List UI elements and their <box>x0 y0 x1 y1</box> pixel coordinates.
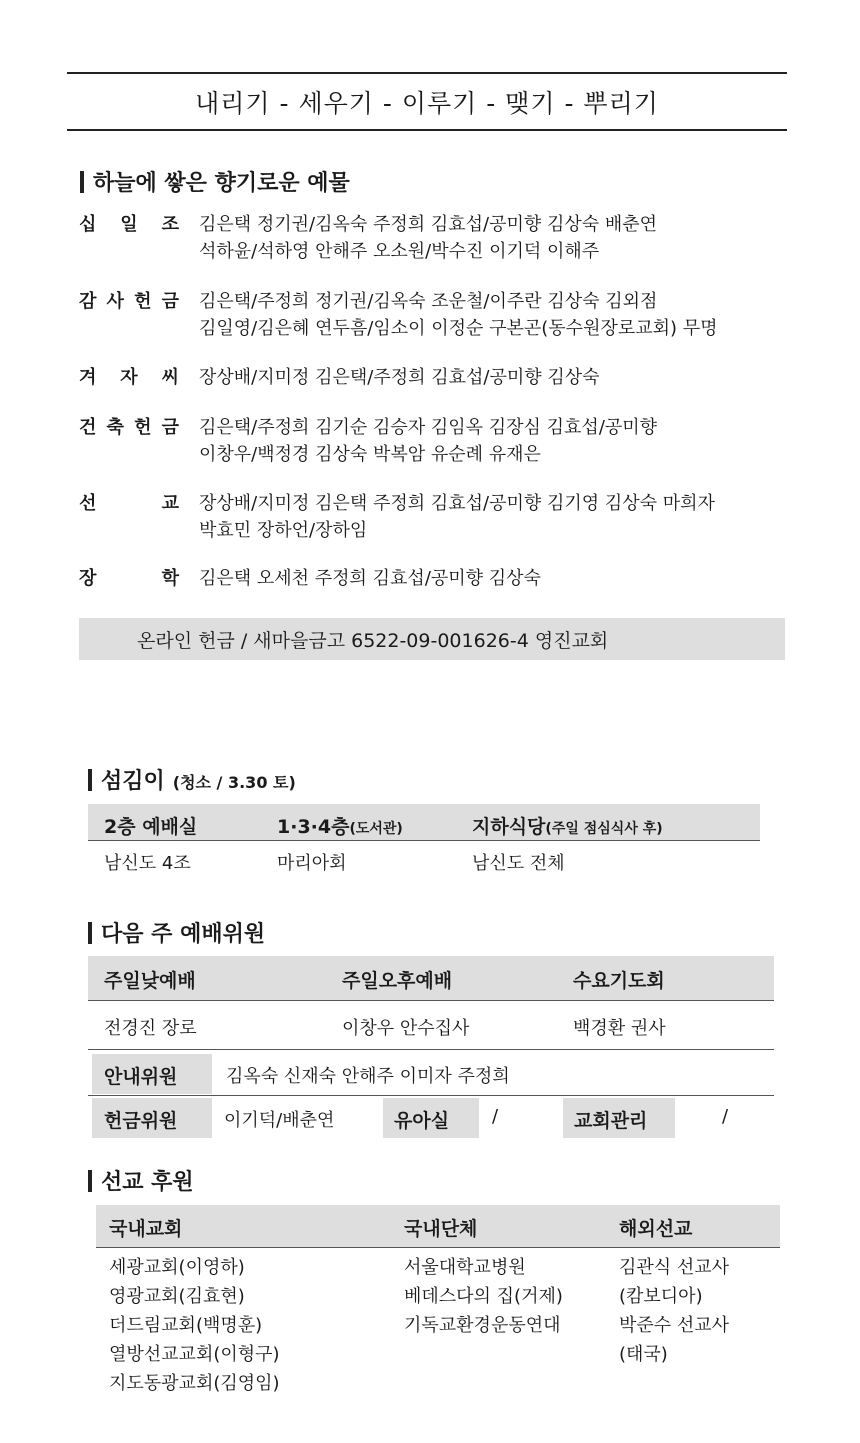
offerings-title: 하늘에 쌓은 향기로운 예물 <box>80 166 350 197</box>
motto-bottom-rule <box>67 129 787 131</box>
church-item: 열방선교교회(이형구) <box>109 1344 280 1365</box>
cleaning-header-1: 2층 예배실 <box>104 816 198 838</box>
manage-label: 교회관리 <box>574 1110 648 1132</box>
donor-line: 김은택/주정희 정기권/김옥숙 조운철/이주란 김상숙 김외점 <box>199 291 658 312</box>
motto: 내리기 - 세우기 - 이루기 - 맺기 - 뿌리기 <box>195 89 659 118</box>
worship-header-3: 수요기도회 <box>573 970 665 992</box>
nursery-value: / <box>492 1106 499 1127</box>
donor-line: 김은택 오세천 주정희 김효섭/공미향 김상숙 <box>199 568 541 589</box>
church-item: 더드림교회(백명훈) <box>109 1315 263 1336</box>
overseas-item: 박준수 선교사 <box>619 1315 730 1336</box>
group-item: 서울대학교병원 <box>404 1257 526 1278</box>
donor-line: 석하윤/석하영 안해주 오소원/박수진 이기덕 이해주 <box>199 241 600 262</box>
nursery-label: 유아실 <box>394 1110 450 1132</box>
mission-title: 선교 후원 <box>88 1165 194 1196</box>
donor-line: 이창우/백정경 김상숙 박복암 유순례 유재은 <box>199 444 541 465</box>
offering-donor-names <box>199 414 657 468</box>
worship-row-rule-2 <box>88 1095 774 1096</box>
worship-row-rule-1 <box>88 1049 774 1050</box>
donor-line: 김은택 정기권/김옥숙 주정희 김효섭/공미향 김상숙 배춘연 <box>199 214 658 235</box>
offering-donor-names <box>199 565 541 592</box>
worship-header-2: 주일오후예배 <box>342 970 453 992</box>
worship-value-2: 이창우 안수집사 <box>342 1018 470 1039</box>
offering-committee-label: 헌금위원 <box>104 1110 178 1132</box>
worship-title: 다음 주 예배위원 <box>88 917 265 948</box>
offering-category-label: 감 사 헌 금 <box>79 291 179 312</box>
donor-line: 장상배/지미정 김은택 주정희 김효섭/공미향 김기영 김상숙 마희자 <box>199 493 715 514</box>
section-bar <box>88 769 92 791</box>
offering-category-label: 선 교 <box>79 493 179 514</box>
offering-category-label: 건 축 헌 금 <box>79 417 179 438</box>
worship-header-rule <box>88 1000 774 1001</box>
offering-donor-names <box>199 490 715 544</box>
offering-category-label: 겨 자 씨 <box>79 367 179 388</box>
cleaning-header-3: 지하식당(주일 점심식사 후) <box>472 816 663 838</box>
offering-donor-names <box>199 364 600 391</box>
section-bar <box>80 171 84 193</box>
church-item: 세광교회(이영하) <box>109 1257 245 1278</box>
section-bar <box>88 922 92 944</box>
cleaning-value-1: 남신도 4조 <box>104 853 191 874</box>
offering-category-label: 십 일 조 <box>79 214 179 235</box>
donor-line: 김은택/주정희 김기순 김승자 김임옥 김장심 김효섭/공미향 <box>199 417 658 438</box>
overseas-item: (캄보디아) <box>619 1286 703 1307</box>
usher-label: 안내위원 <box>104 1066 178 1088</box>
cleaning-value-3: 남신도 전체 <box>472 853 565 874</box>
group-item: 베데스다의 집(거제) <box>404 1286 563 1307</box>
cleaning-value-2: 마리아회 <box>277 853 347 874</box>
domestic-churches-list <box>109 1253 280 1398</box>
worship-value-1: 전경진 장로 <box>104 1018 197 1039</box>
mission-header-3: 해외선교 <box>619 1218 693 1240</box>
church-item: 지도동광교회(김영임) <box>109 1373 280 1394</box>
cleaning-header-2: 1·3·4층(도서관) <box>277 816 403 838</box>
top-rule <box>67 72 787 74</box>
mission-header-1: 국내교회 <box>109 1218 183 1240</box>
group-item: 기독교환경운동연대 <box>404 1315 561 1336</box>
overseas-item: (태국) <box>619 1344 668 1365</box>
domestic-groups-list <box>404 1253 563 1340</box>
offering-committee-names: 이기덕/배춘연 <box>224 1110 335 1131</box>
section-bar <box>88 1170 92 1192</box>
donor-line: 김일영/김은혜 연두흠/임소이 이정순 구본곤(동수원장로교회) 무명 <box>199 318 718 339</box>
worship-value-3: 백경환 권사 <box>573 1018 666 1039</box>
offering-donor-names <box>199 288 718 342</box>
mission-header-rule <box>96 1247 780 1248</box>
church-item: 영광교회(김효현) <box>109 1286 245 1307</box>
donor-line: 장상배/지미정 김은택/주정희 김효섭/공미향 김상숙 <box>199 367 600 388</box>
donor-line: 박효민 장하언/장하임 <box>199 520 368 541</box>
worship-header-1: 주일낮예배 <box>104 970 196 992</box>
offering-donor-names <box>199 211 657 265</box>
overseas-item: 김관식 선교사 <box>619 1257 730 1278</box>
offering-category-label: 장 학 <box>79 568 179 589</box>
mission-header-2: 국내단체 <box>404 1218 478 1240</box>
manage-value: / <box>722 1106 729 1127</box>
overseas-missions-list <box>619 1253 729 1369</box>
online-offering-text: 온라인 헌금 / 새마을금고 6522-09-001626-4 영진교회 <box>137 630 609 652</box>
usher-names: 김옥숙 신재숙 안해주 이미자 주정희 <box>226 1066 510 1087</box>
cleaning-title: 섬김이 (청소 / 3.30 토) <box>88 764 296 795</box>
cleaning-header-rule <box>88 840 760 841</box>
